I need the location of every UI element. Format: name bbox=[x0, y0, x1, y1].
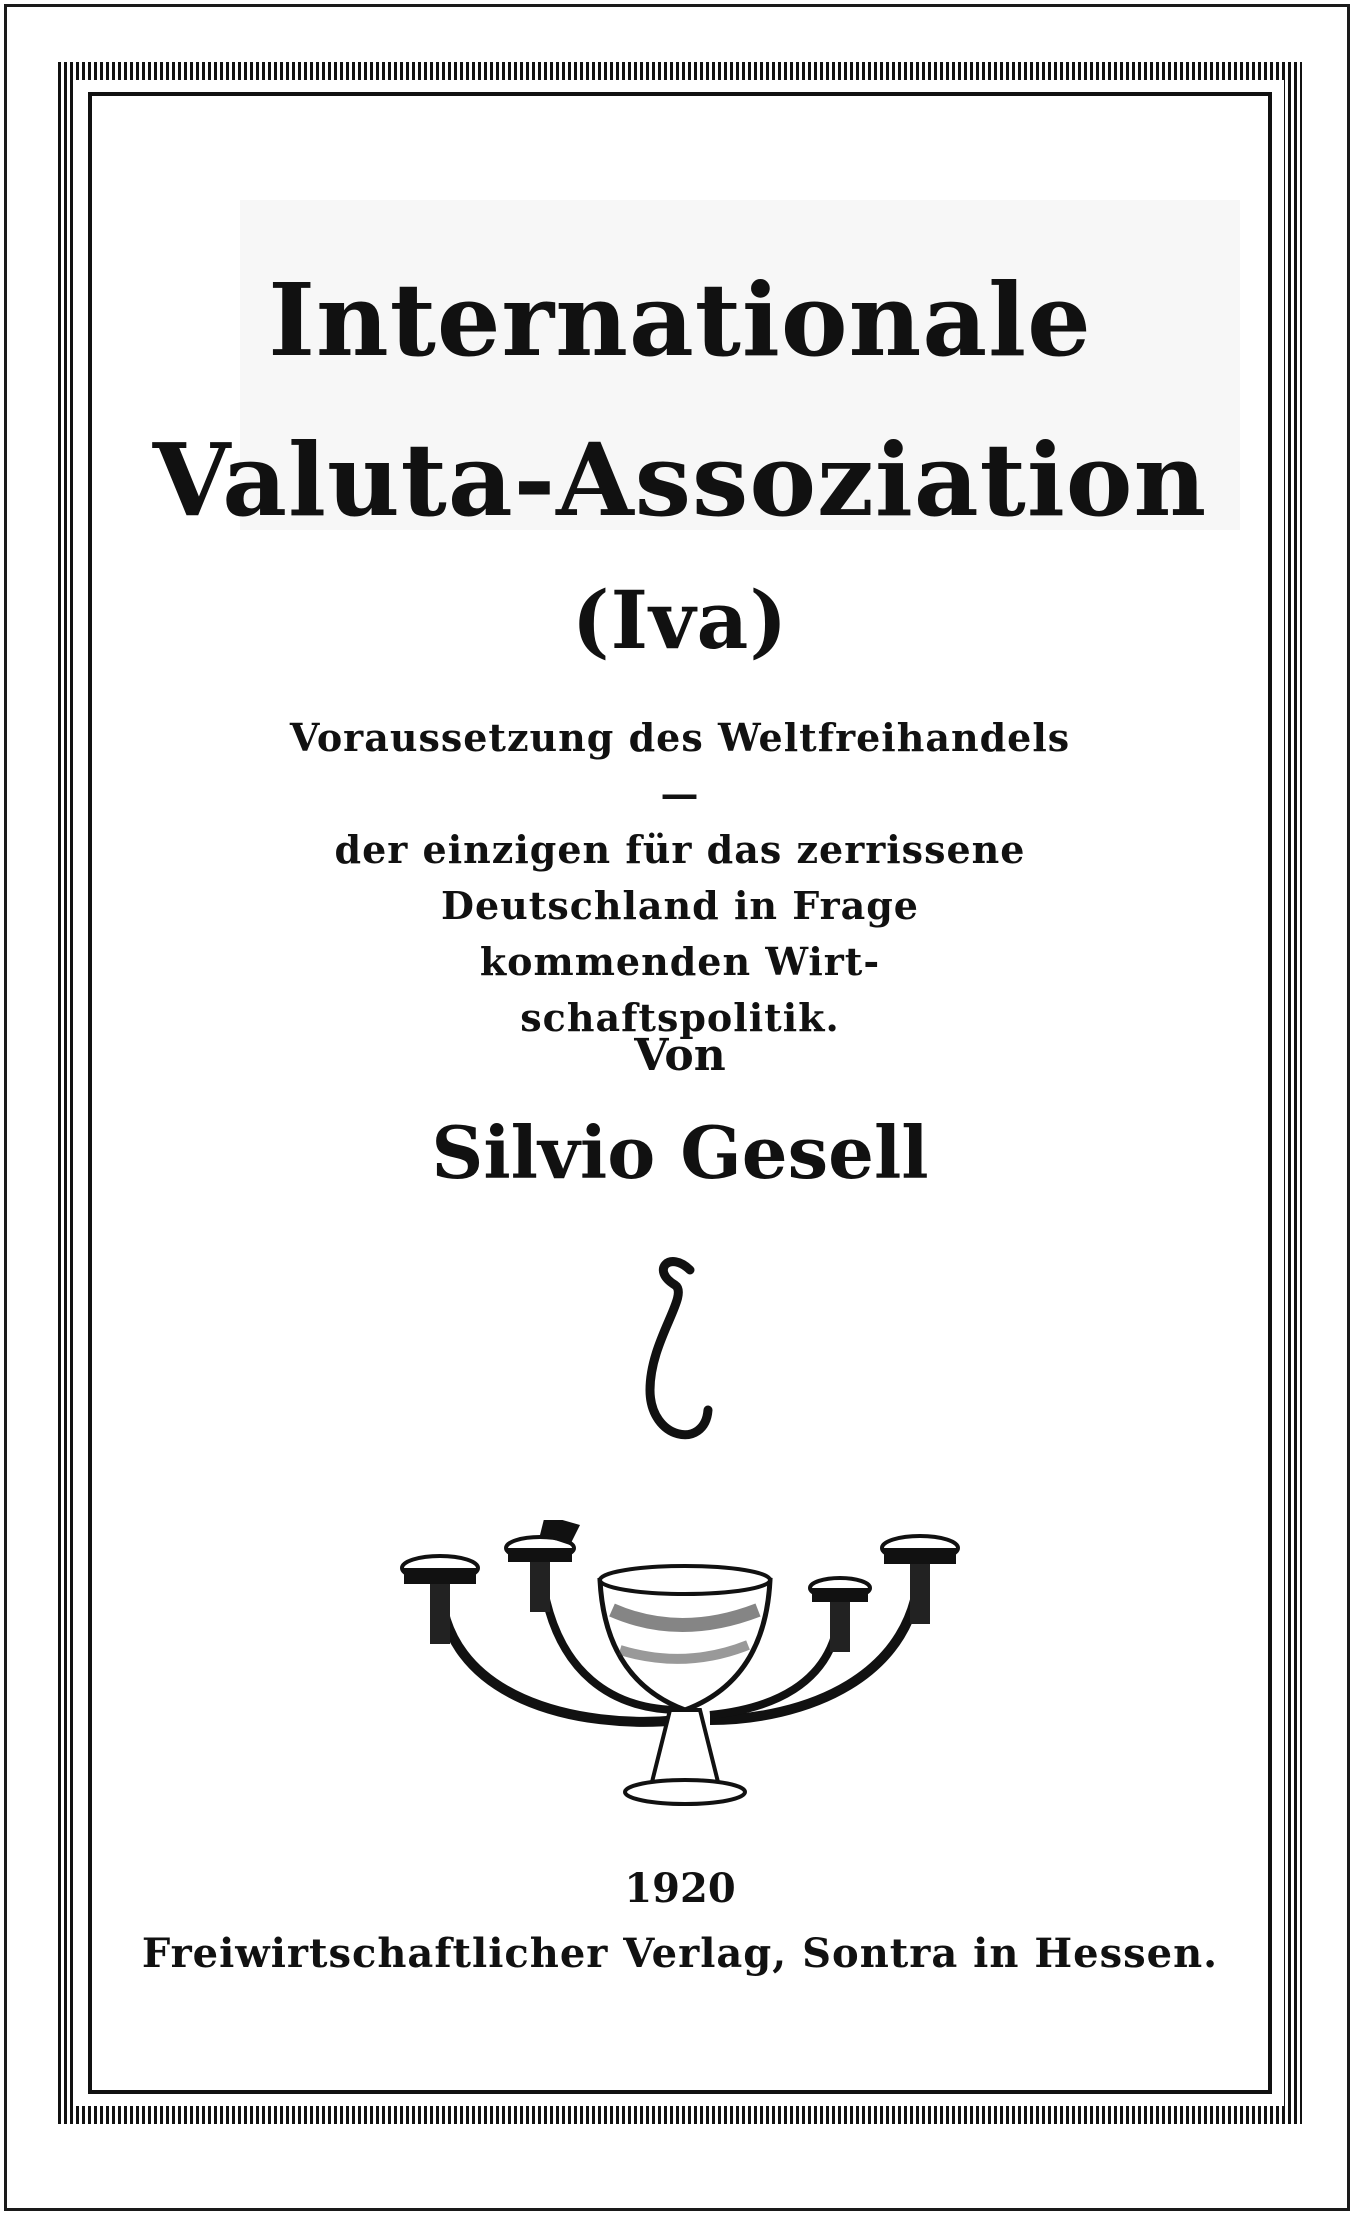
publication-year: 1920 bbox=[624, 1865, 736, 1912]
by-label: Von bbox=[634, 1030, 726, 1081]
publisher-line: Freiwirtschaftlicher Verlag, Sontra in Hessen. bbox=[141, 1930, 1219, 1977]
subtitle-line-5: schaftspolitik. bbox=[520, 995, 840, 1040]
title-line-2: Valuta-Assoziation bbox=[152, 421, 1208, 539]
title-page bbox=[100, 100, 1260, 2090]
subtitle bbox=[280, 710, 1080, 1046]
author-name: Silvio Gesell bbox=[431, 1110, 929, 1195]
subtitle-line-3: Deutschland in Frage bbox=[441, 883, 919, 928]
subtitle-line-1: Voraussetzung des Weltfreihandels — bbox=[289, 715, 1071, 816]
title-line-1: Internationale bbox=[268, 261, 1092, 379]
candelabra-emblem-icon bbox=[380, 1520, 980, 1820]
title-line-3: (Iva) bbox=[571, 573, 789, 667]
subtitle-line-4: kommenden Wirt- bbox=[479, 939, 881, 984]
subtitle-line-2: der einzigen für das zerrissene bbox=[334, 827, 1026, 872]
publisher-monogram-icon bbox=[630, 1250, 730, 1460]
